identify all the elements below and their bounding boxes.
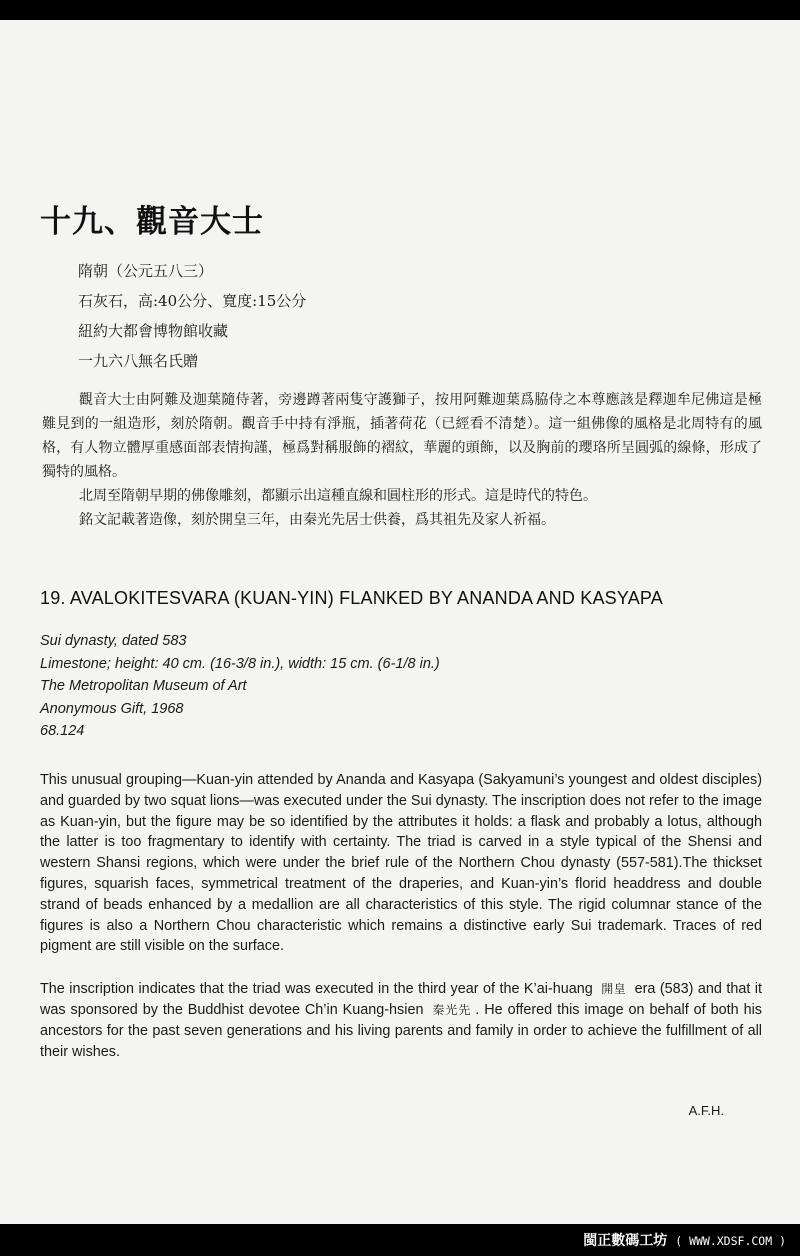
chinese-metadata bbox=[78, 256, 306, 376]
english-meta-gift: Anonymous Gift, 1968 bbox=[40, 700, 184, 717]
inscription-text-part: . He offered this image on behalf of both his ancestors for the past seven generations and his living parents and family in order to achieve the fulfillment of all their wishes. bbox=[40, 1001, 762, 1060]
inscription-text-part: era (583) and that it was sponsored by the Buddhist devotee Ch’in Kuang-hsien bbox=[40, 981, 762, 1018]
english-meta-museum: The Metropolitan Museum of Art bbox=[40, 678, 247, 694]
inscription-text-part: The inscription indicates that the triad was executed in the third year of the K’ai-huang bbox=[40, 981, 593, 998]
english-meta-dimensions: Limestone; height: 40 cm. (16-3/8 in.), width: 15 cm. (6-1/8 in.) bbox=[40, 655, 440, 672]
watermark bbox=[583, 1230, 786, 1250]
chinese-meta-collection: 紐約大都會博物館收藏 bbox=[78, 322, 229, 340]
catalog-page bbox=[0, 20, 800, 1224]
english-paragraph bbox=[40, 979, 762, 1062]
english-title: 19. AVALOKITESVARA (KUAN-YIN) FLANKED BY ANANDA AND KASYAPA bbox=[40, 588, 664, 608]
era-chinese-characters: 開皇 bbox=[601, 982, 627, 997]
chinese-title: 十九、觀音大士 bbox=[40, 204, 264, 240]
english-paragraph: This unusual grouping—Kuan-yin attended by Ananda and Kasyapa (Sakyamuni’s youngest and oldest disciples) and guarded by two squat lions—was executed under the Sui dynasty. The inscription does not refer to the image as Kuan-yin, but the figure may be so identified by the attributes it holds: a flask and probably a lotus, although the latter is too fragmentary to identify with certainty. The triad is carved in a style typical of the Shensi and western Shansi regions, which were under the brief rule of the Northern Chou dynasty (557-581).The thickset figures, squarish faces, symmetrical treatment of the draperies, and Kuan-yin’s florid headdress and double strand of beads enhanced by a medallion are all characteristics of this style. The rigid columnar stance of the figures is also a Northern Chou characteristic which remains a distinctive early Sui trademark. Traces of red pigment are still visible on the surface. bbox=[40, 772, 762, 955]
footer-bar bbox=[0, 1224, 800, 1256]
english-metadata bbox=[40, 630, 440, 743]
english-meta-accession-number: 68.124 bbox=[40, 723, 85, 739]
author-initials: A.F.H. bbox=[688, 1103, 724, 1118]
watermark-url: ( WWW.XDSF.COM ) bbox=[675, 1234, 786, 1248]
english-meta-dynasty: Sui dynasty, dated 583 bbox=[40, 633, 187, 649]
devotee-chinese-name: 秦光先 bbox=[432, 1002, 472, 1017]
watermark-brand: 閩正數碼工坊 bbox=[583, 1233, 668, 1249]
chinese-meta-dimensions: 石灰石，高:40公分、寬度:15公分 bbox=[78, 292, 307, 310]
chinese-description bbox=[42, 388, 762, 532]
chinese-paragraph: 觀音大士由阿難及迦葉隨侍著，旁邊蹲著兩隻守護獅子，按用阿難迦葉爲脇侍之本尊應該是釋迦牟尼佛這是極難見到的一組造形，刻於隋朝。觀音手中持有淨瓶，插著荷花（已經看不清楚）。這一組佛像的風格是北周特有的風格，有人物立體厚重感面部表情拘謹，極爲對稱服飾的褶紋，華麗的頭飾，以及胸前的瓔珞所呈圓弧的線條，形成了獨特的風格。 bbox=[42, 392, 762, 480]
chinese-meta-dynasty: 隋朝（公元五八三） bbox=[78, 262, 214, 280]
chinese-meta-gift: 一九六八無名氏贈 bbox=[78, 352, 199, 370]
chinese-paragraph: 北周至隋朝早期的佛像雕刻，都顯示出這種直線和圓柱形的形式。這是時代的特色。 bbox=[79, 488, 597, 504]
chinese-paragraph: 銘文記載著造像，刻於開皇三年，由秦光先居士供養，爲其祖先及家人祈福。 bbox=[79, 512, 555, 528]
english-description bbox=[40, 770, 762, 1062]
